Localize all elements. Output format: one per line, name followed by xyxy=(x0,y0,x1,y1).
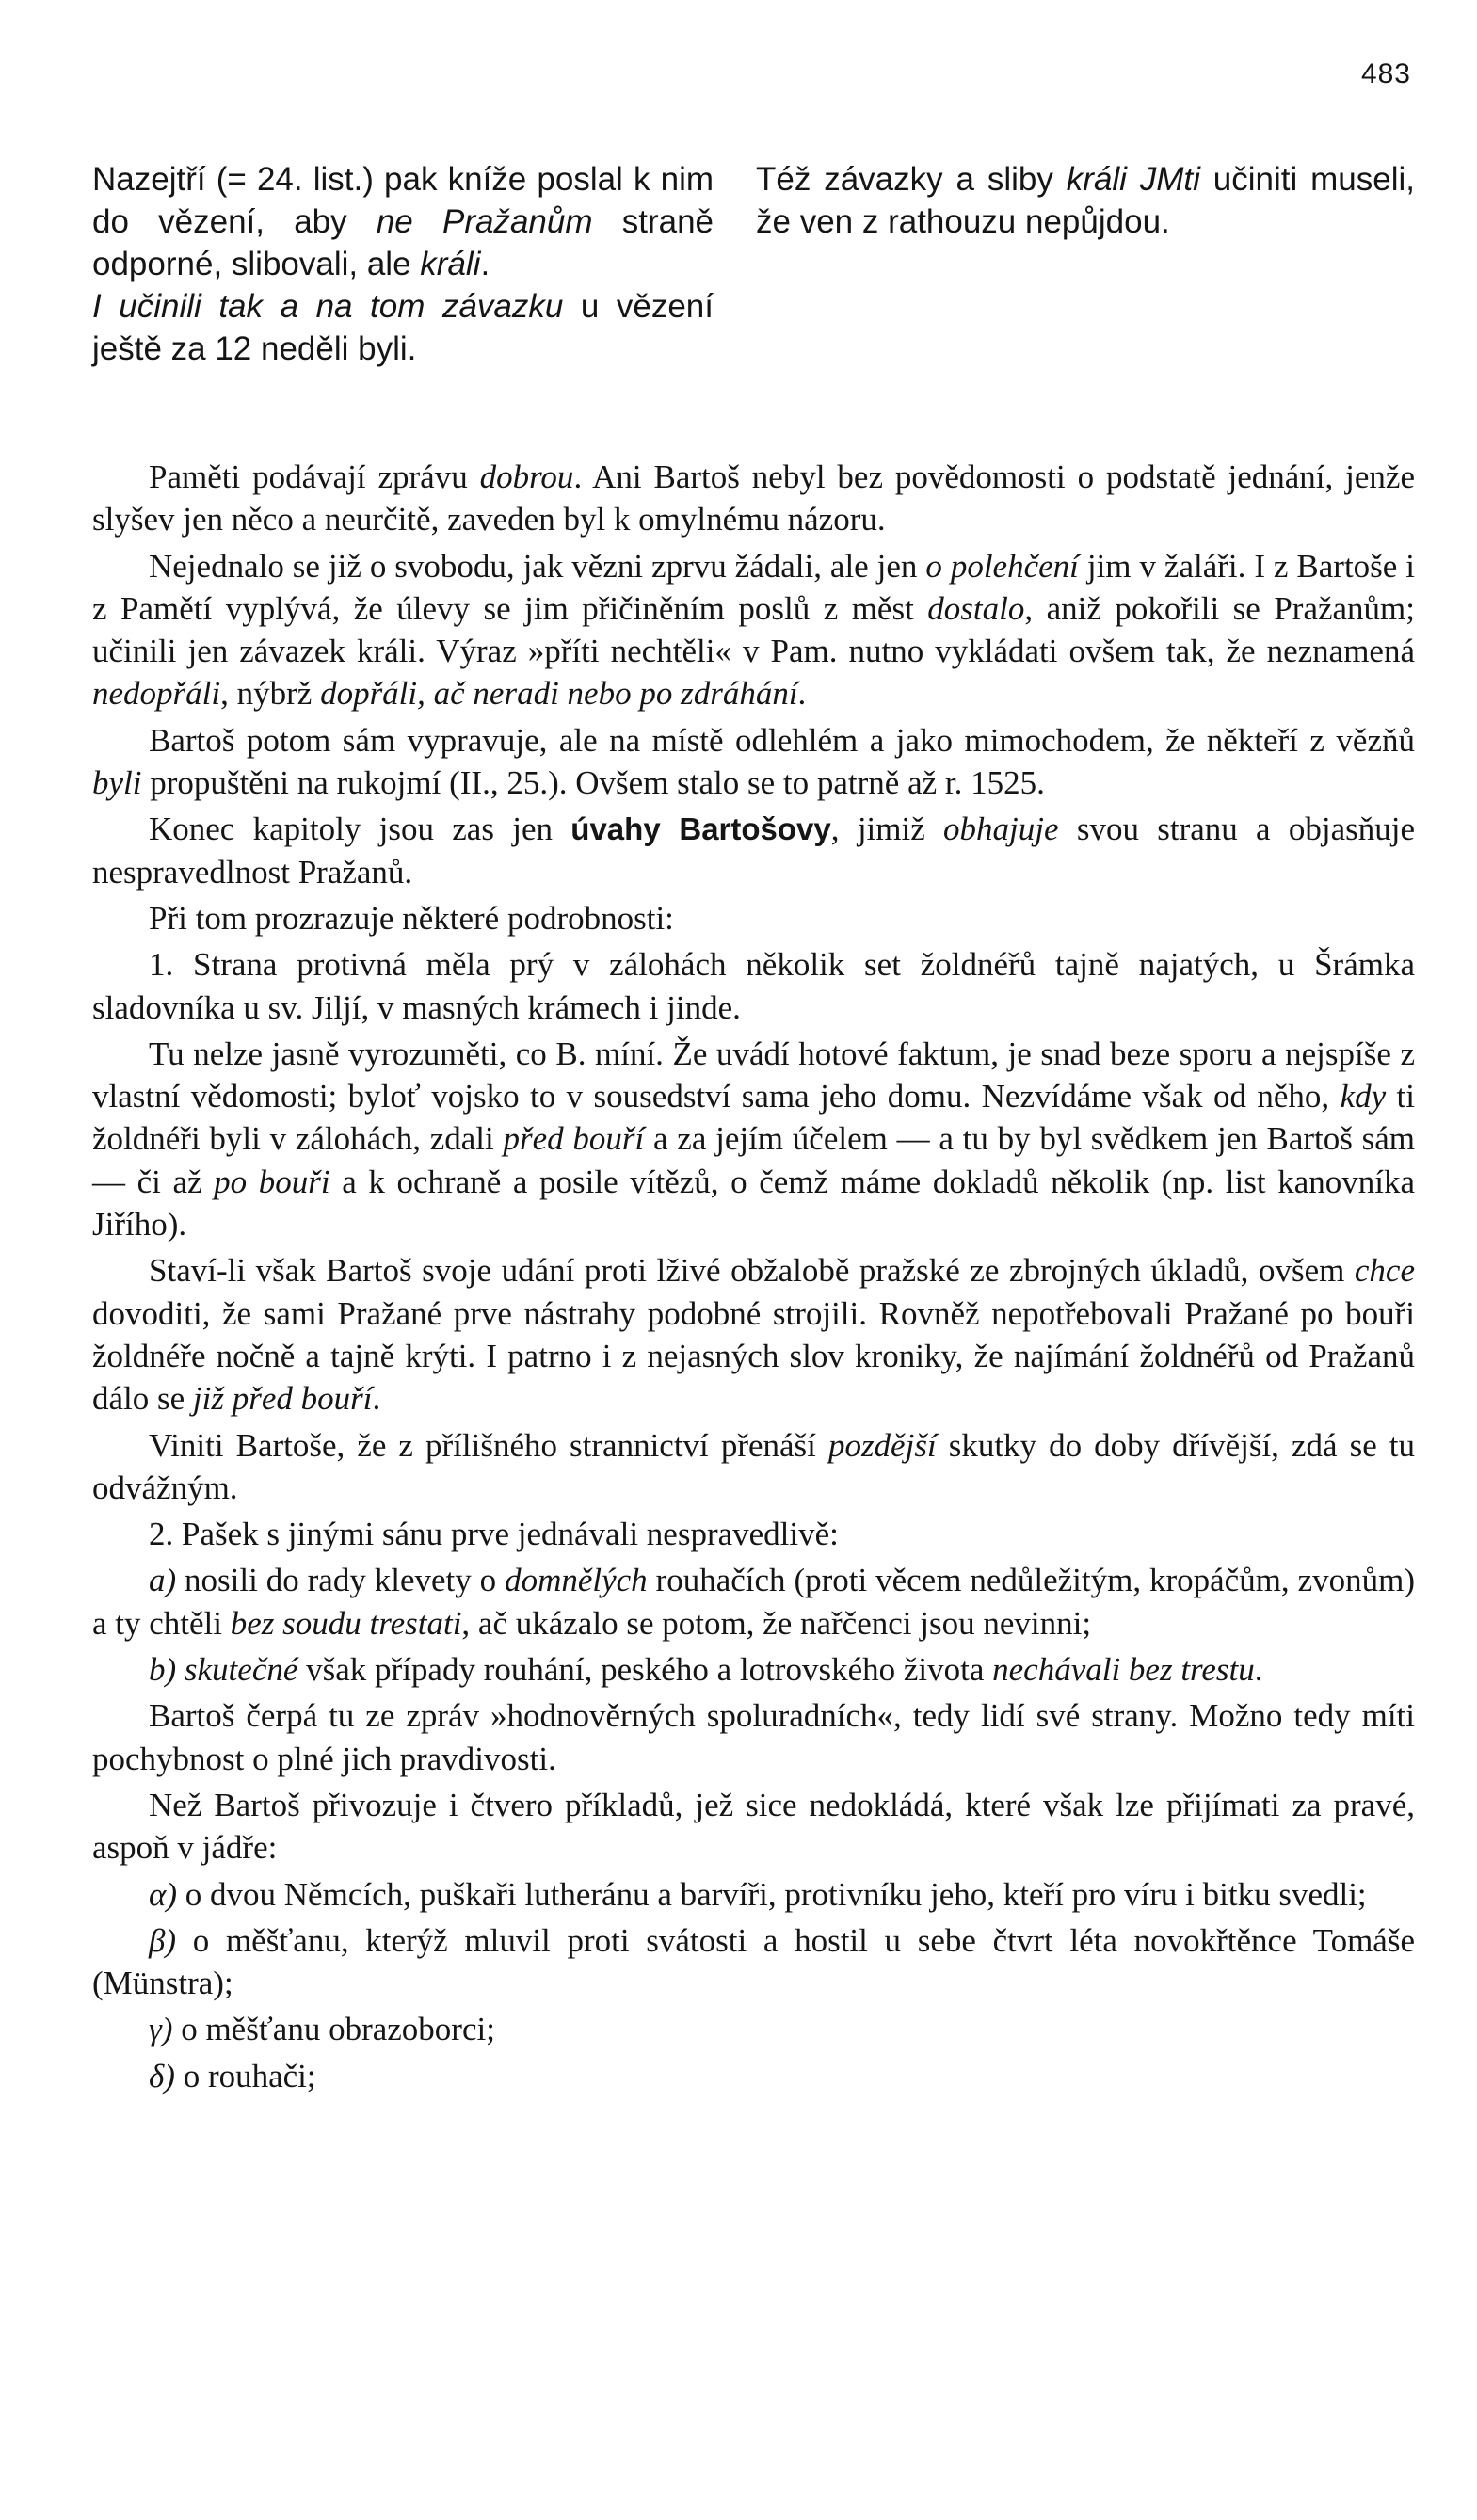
italic-run: γ) xyxy=(149,2011,173,2048)
italic-run: byli xyxy=(92,764,142,802)
italic-run: nechávali bez trestu xyxy=(992,1651,1255,1689)
italic-run: a) xyxy=(149,1562,177,1599)
text-run: Nejednalo se již o svobodu, jak vězni zprvu žádali, ale jen xyxy=(149,547,926,585)
text-run: a za jejím účelem — a tu by byl svědkem jen Bartoš sám — či až xyxy=(92,1120,1415,1200)
text-run: Staví-li však Bartoš svoje udání proti lživé obžalobě pražské ze zbrojných úkladů, ovšem xyxy=(149,1252,1355,1290)
text-run: . xyxy=(480,246,490,282)
text-run: učiniti museli, že ven z rathouzu nepůjdou. xyxy=(756,161,1415,240)
right-column xyxy=(756,158,1415,370)
italic-run: dostalo xyxy=(927,589,1025,627)
italic-run: ne Pražanům xyxy=(376,203,593,240)
italic-run: po bouři xyxy=(214,1163,330,1200)
paragraph-15 xyxy=(92,1873,1415,1916)
text-run: Viniti Bartoše, že z přílišného strannictví přenáší xyxy=(149,1426,828,1464)
text-run: Též závazky a sliby xyxy=(756,161,1067,198)
text-run: 24. list.) pak kníže poslal k nim do vězení, aby xyxy=(92,161,714,240)
paragraph-14 xyxy=(92,1784,1415,1870)
paragraph-3 xyxy=(92,719,1415,805)
italic-run: chce xyxy=(1354,1252,1415,1290)
italic-run: α) xyxy=(149,1875,178,1913)
text-run: , jimiž xyxy=(830,811,944,848)
text-run: propuštěni na rukojmí (II., 25.). Ovšem stalo se to patrně až r. 1525. xyxy=(141,764,1045,802)
paragraph-8 xyxy=(92,1249,1415,1420)
italic-run: dobrou xyxy=(479,458,574,495)
text-run: Tu nelze jasně vyrozuměti, co B. míní. Že uvádí hotové faktum, je snad beze sporu a nejspíše z vlastní vědomosti; byloť vojsko to v sousedství sama jeho domu. Nezvídáme však od něho, xyxy=(92,1035,1415,1116)
paragraph-7 xyxy=(92,1033,1415,1245)
text-run: dovoditi, že sami Pražané prve nástrahy podobné strojili. Rovněž nepotřebovali Pražané po bouři žoldnéře nočně a tajně krýti. I patrno i z nejasných slov kroniky, že najímání žoldnéřů od Pražanů dálo se xyxy=(92,1294,1415,1418)
text-run: . Ani Bartoš nebyl bez povědomosti o podstatě jednání, jenže slyšev jen něco a neurčitě, zaveden byl k omylnému názoru. xyxy=(92,458,1415,538)
left-column xyxy=(92,158,714,370)
left-column-paragraph-2 xyxy=(92,285,714,370)
text-run: Paměti podávají zprávu xyxy=(149,458,480,495)
italic-run: domnělých xyxy=(505,1562,648,1599)
right-column-paragraph xyxy=(756,158,1415,243)
italic-run: β) xyxy=(149,1921,177,1959)
paragraph-10 xyxy=(92,1513,1415,1555)
text-run: u vězení ještě za 12 neděli byli. xyxy=(92,288,714,367)
italic-run: před bouří xyxy=(503,1120,645,1158)
italic-run: dopřáli, ač neradi nebo po zdráhání xyxy=(320,675,798,713)
italic-run: králi xyxy=(420,246,481,282)
text-run: a k ochraně a posile vítězů, o čemž máme dokladů několik (np. list kanovníka Jiřího). xyxy=(92,1163,1415,1244)
italic-run: nedopřáli xyxy=(92,675,221,713)
paragraph-16 xyxy=(92,1919,1415,2005)
italic-run: bez soudu trestati xyxy=(230,1604,462,1642)
text-run: o měšťanu, kterýž mluvil proti svátosti a hostil u sebe čtvrt léta novokřtěnce Tomáše (Münstra); xyxy=(92,1921,1415,2002)
page-number: 483 xyxy=(1360,58,1411,89)
text-run: Než Bartoš přivozuje i čtvero příkladů, jež sice nedokládá, které však lze přijímati za pravé, aspoň v jádře: xyxy=(92,1786,1415,1867)
paragraph-1 xyxy=(92,456,1415,541)
text-run: 2. Pašek s jinými sánu prve jednávali nespravedlivě: xyxy=(149,1516,839,1553)
text-run: skutky do doby dřívější, zdá se tu odvážným. xyxy=(92,1426,1415,1506)
italic-run: králi JMti xyxy=(1066,161,1200,198)
bold-run: úvahy Bartošovy xyxy=(570,811,831,847)
italic-run: δ) xyxy=(149,2057,175,2095)
italic-run: b) skutečné xyxy=(149,1651,298,1689)
italic-run: I učinili tak a na tom závazku xyxy=(92,288,564,325)
left-column-paragraph-1 xyxy=(92,158,714,285)
text-run: o rouhači; xyxy=(174,2057,316,2095)
paragraph-2 xyxy=(92,545,1415,715)
text-run: . xyxy=(372,1380,381,1418)
text-run: straně odporné, slibovali, ale xyxy=(92,203,714,282)
text-run: Při tom prozrazuje některé podrobnosti: xyxy=(149,899,674,937)
body-text xyxy=(92,456,1415,2097)
text-run: nosili do rady klevety o xyxy=(176,1562,506,1599)
paragraph-13 xyxy=(92,1694,1415,1780)
text-run: 1. Strana protivná měla prý v zálohách několik set žoldnéřů tajně najatých, u Šrámka sladovníka u sv. Jiljí, v masných krámech i jinde. xyxy=(92,946,1415,1026)
text-run: , ač ukázalo se potom, že nařčenci jsou nevinni; xyxy=(461,1604,1092,1642)
paragraph-6 xyxy=(92,943,1415,1029)
italic-run: obhajuje xyxy=(943,811,1059,848)
text-run: o dvou Němcích, puškaři lutheránu a barvíři, protivníku jeho, kteří pro víru i bitku svedli; xyxy=(177,1875,1367,1913)
text-run: o měšťanu obrazoborci; xyxy=(172,2011,495,2048)
paragraph-4 xyxy=(92,808,1415,893)
paragraph-18 xyxy=(92,2055,1415,2097)
paragraph-11 xyxy=(92,1559,1415,1645)
italic-run: o polehčení xyxy=(925,547,1079,585)
text-run: , nýbrž xyxy=(220,675,321,713)
text-run: . xyxy=(797,675,807,713)
italic-run: již před bouří xyxy=(192,1380,373,1418)
text-run: svou stranu a objasňuje nespravedlnost Pražanů. xyxy=(92,811,1416,891)
text-run: Bartoš potom sám vypravuje, ale na místě odlehlém a jako mimochodem, že někteří z vězňů xyxy=(149,721,1415,759)
paragraph-17 xyxy=(92,2008,1415,2050)
italic-run: pozdější xyxy=(827,1426,937,1464)
paragraph-9 xyxy=(92,1424,1415,1510)
text-run: Nazejtří ( xyxy=(92,161,228,198)
italic-run: kdy xyxy=(1340,1078,1387,1116)
text-run: jim v žaláři. I z Bartoše i z Pamětí vyplývá, že úlevy se jim přičiněním poslů z měst xyxy=(92,547,1415,627)
paragraph-12 xyxy=(92,1648,1415,1691)
text-run: rouhačích (proti věcem nedůležitým, kropáčům, zvonům) a ty chtěli xyxy=(92,1562,1415,1642)
quote-columns xyxy=(92,158,1415,370)
text-run: , aniž pokořili se Pražanům; učinili jen závazek králi. Výraz »příti nechtěli« v Pam. nutno vykládati ovšem tak, že neznamená xyxy=(92,589,1415,670)
text-run: . xyxy=(1254,1651,1263,1689)
text-run: Konec kapitoly jsou zas jen xyxy=(149,811,571,848)
paragraph-5 xyxy=(92,897,1415,939)
text-run: ti žoldnéři byli v zálohách, zdali xyxy=(92,1078,1416,1158)
equals-sign: = xyxy=(227,161,247,198)
text-run: však případy rouhání, peského a lotrovského života xyxy=(297,1651,993,1689)
text-run: Bartoš čerpá tu ze zpráv »hodnověrných spoluradních«, tedy lidí své strany. Možno tedy míti pochybnost o plné jich pravdivosti. xyxy=(92,1697,1415,1777)
